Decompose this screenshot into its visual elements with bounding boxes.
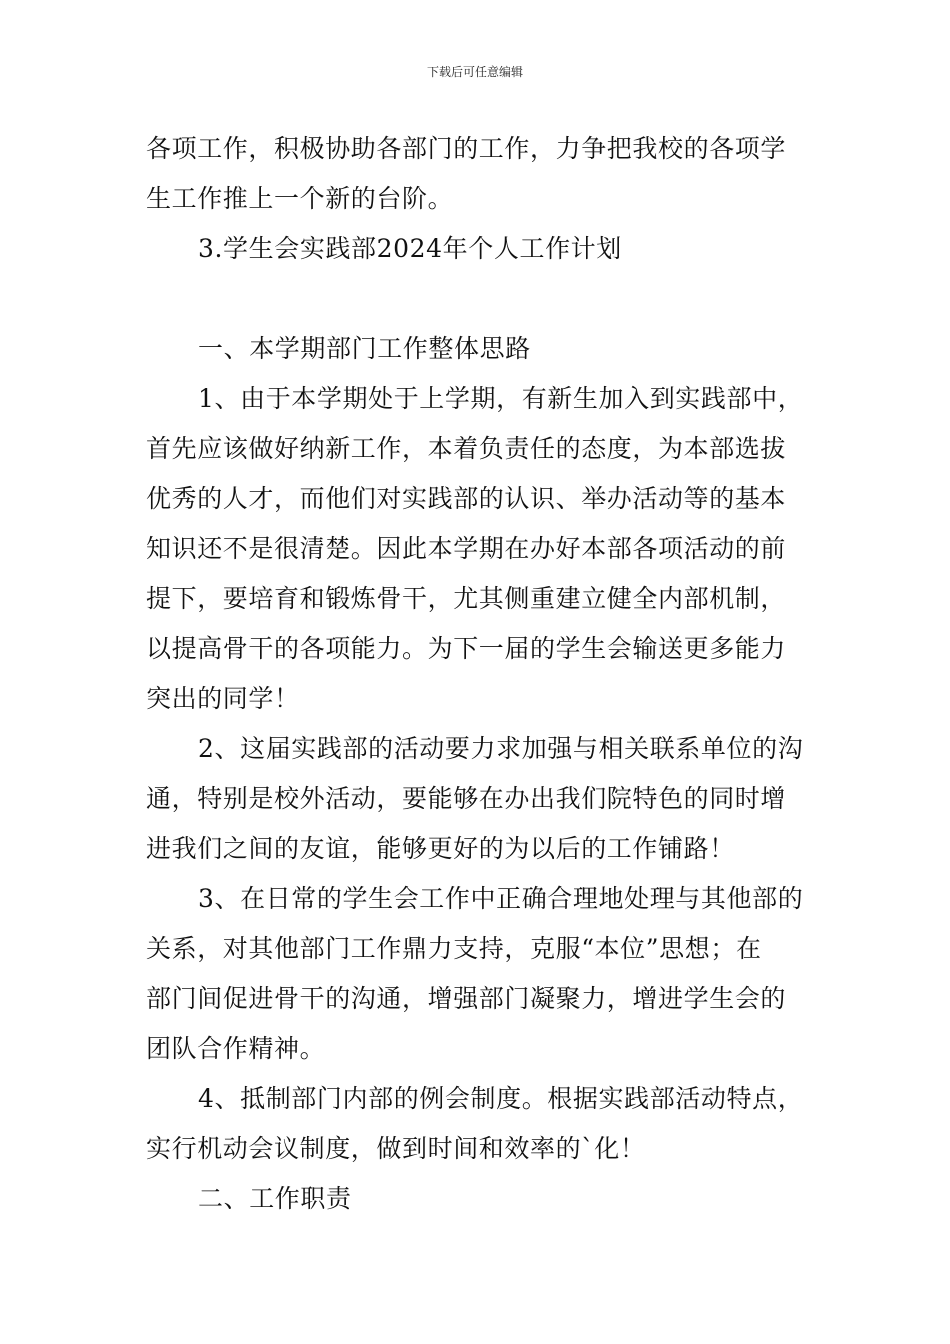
paragraph-line: 以提高骨干的各项能力。为下一届的学生会输送更多能力 [146,634,787,663]
paragraph-line: 各项工作，积极协助各部门的工作，力争把我校的各项学 [146,134,787,163]
paragraph-line: 生工作推上一个新的台阶。 [146,184,454,213]
paragraph-line: 提下，要培育和锻炼骨干，尤其侧重建立健全内部机制， [146,584,787,613]
paragraph-line: 3、在日常的学生会工作中正确合理地处理与其他部的 [198,884,804,913]
paragraph-line: 关系，对其他部门工作鼎力支持，克服“本位”思想；在 [146,934,762,963]
paragraph-line: 突出的同学！ [146,684,300,713]
paragraph-line: 团队合作精神。 [146,1034,326,1063]
heading-1: 一、本学期部门工作整体思路 [198,334,531,363]
blank-line [146,274,816,324]
paragraph-line: 2、这届实践部的活动要力求加强与相关联系单位的沟 [198,734,804,763]
paragraph-line: 部门间促进骨干的沟通，增强部门凝聚力，增进学生会的 [146,984,787,1013]
section-title: 3.学生会实践部2024年个人工作计划 [198,234,622,263]
page-header: 下载后可任意编辑 [426,65,523,79]
paragraph-line: 知识还不是很清楚。因此本学期在办好本部各项活动的前 [146,534,787,563]
paragraph-line: 通，特别是校外活动，要能够在办出我们院特色的同时增 [146,784,787,813]
paragraph-line: 进我们之间的友谊，能够更好的为以后的工作铺路！ [146,834,735,863]
paragraph-line: 首先应该做好纳新工作，本着负责任的态度，为本部选拔 [146,434,787,463]
paragraph-line: 1、由于本学期处于上学期，有新生加入到实践部中， [198,384,804,413]
paragraph-line: 4、抵制部门内部的例会制度。根据实践部活动特点， [198,1084,804,1113]
heading-2: 二、工作职责 [198,1184,352,1213]
document-body [146,124,816,1224]
paragraph-line: 实行机动会议制度，做到时间和效率的`化！ [146,1134,646,1163]
paragraph-line: 优秀的人才，而他们对实践部的认识、举办活动等的基本 [146,484,787,513]
